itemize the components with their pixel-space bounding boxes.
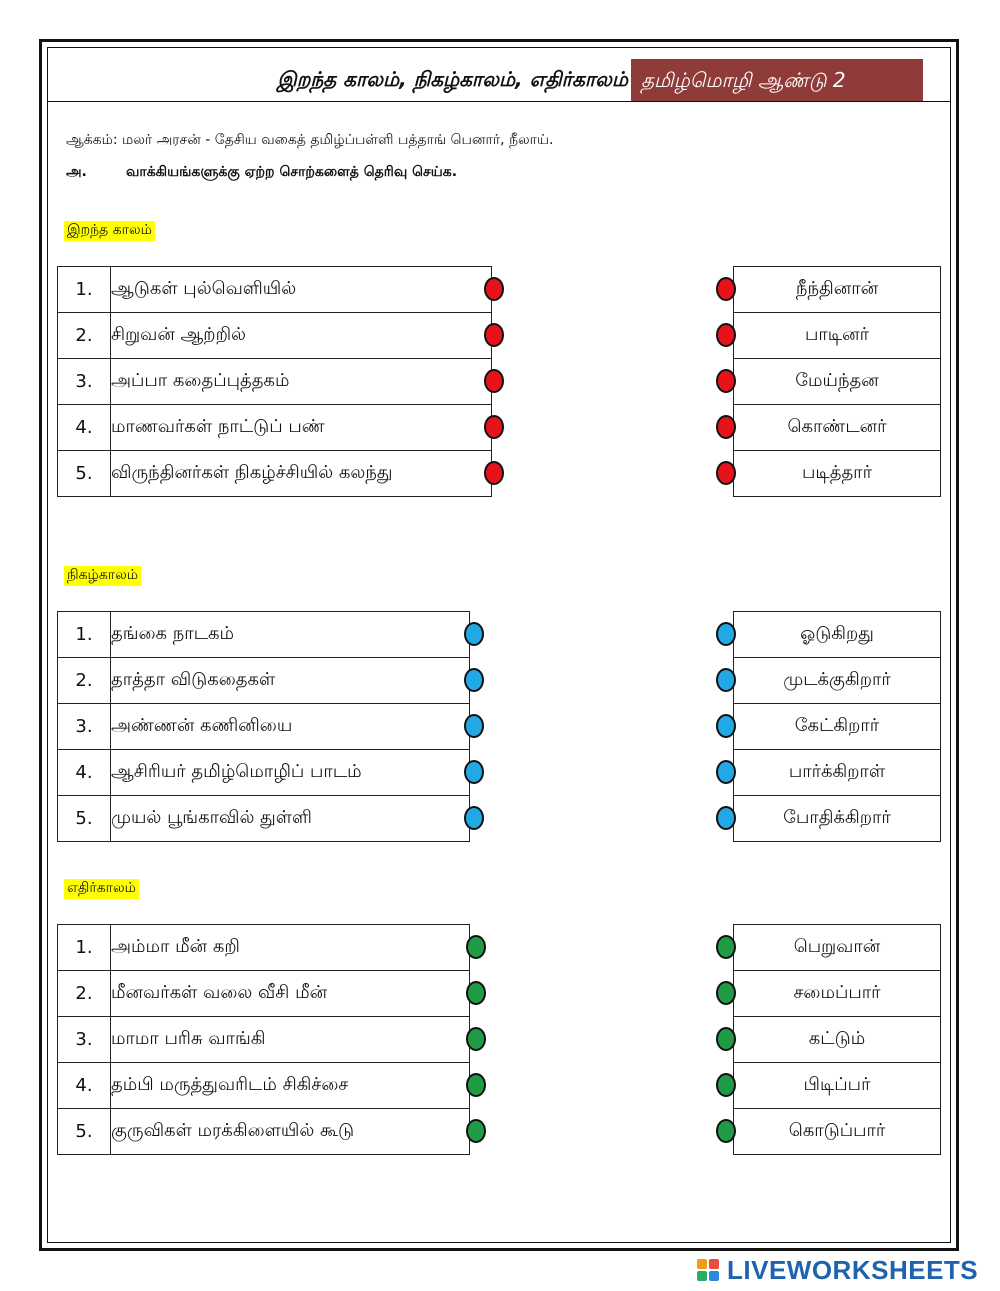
table-row <box>58 1017 470 1063</box>
question-text: அப்பா கதைப்புத்தகம் <box>111 359 492 405</box>
left-match-dot[interactable] <box>466 981 486 1005</box>
answer-option: பார்க்கிறாள் <box>734 750 941 796</box>
answer-option: கட்டும் <box>734 1017 941 1063</box>
worksheet-title: இறந்த காலம், நிகழ்காலம், எதிர்காலம் <box>277 67 628 91</box>
table-row <box>58 750 470 796</box>
right-match-dot[interactable] <box>716 323 736 347</box>
right-match-dot[interactable] <box>716 714 736 738</box>
question-text: குருவிகள் மரக்கிளையில் கூடு <box>111 1109 470 1155</box>
question-table-future <box>57 924 470 1155</box>
table-row <box>58 971 470 1017</box>
subject-banner: தமிழ்மொழி ஆண்டு 2 <box>631 59 923 101</box>
question-table-present <box>57 611 470 842</box>
question-table-past <box>57 266 492 497</box>
left-match-dot[interactable] <box>484 277 504 301</box>
answer-option: முடக்குகிறார் <box>734 658 941 704</box>
section-title-future: எதிர்காலம் <box>64 879 139 899</box>
table-row <box>58 1109 470 1155</box>
right-match-dot[interactable] <box>716 760 736 784</box>
row-number: 2. <box>58 971 111 1017</box>
table-row <box>734 359 941 405</box>
row-number: 5. <box>58 796 111 842</box>
table-row <box>58 267 492 313</box>
right-match-dot[interactable] <box>716 935 736 959</box>
right-match-dot[interactable] <box>716 1027 736 1051</box>
table-row <box>58 1063 470 1109</box>
table-row <box>58 405 492 451</box>
section-title-present: நிகழ்காலம் <box>64 566 141 586</box>
row-number: 1. <box>58 612 111 658</box>
left-match-dot[interactable] <box>484 323 504 347</box>
table-row <box>58 612 470 658</box>
left-match-dot[interactable] <box>464 668 484 692</box>
answer-option: சமைப்பார் <box>734 971 941 1017</box>
table-row <box>734 971 941 1017</box>
author-line: ஆக்கம்: மலர் அரசன் - தேசிய வகைத் தமிழ்ப்பள்ளி பத்தாங் பெனார், நீலாய். <box>66 132 554 148</box>
left-match-dot[interactable] <box>484 461 504 485</box>
answer-option: பெறுவான் <box>734 925 941 971</box>
row-number: 2. <box>58 313 111 359</box>
answer-option: பிடிப்பர் <box>734 1063 941 1109</box>
answer-table-present <box>733 611 941 842</box>
question-text: மாணவர்கள் நாட்டுப் பண் <box>111 405 492 451</box>
table-row <box>734 451 941 497</box>
right-match-dot[interactable] <box>716 622 736 646</box>
left-match-dot[interactable] <box>464 714 484 738</box>
table-row <box>734 612 941 658</box>
instruction-text: வாக்கியங்களுக்கு ஏற்ற சொற்களைத் தெரிவு செய்க. <box>126 164 458 180</box>
answer-option: படித்தார் <box>734 451 941 497</box>
left-match-dot[interactable] <box>466 1027 486 1051</box>
table-row <box>58 704 470 750</box>
left-match-dot[interactable] <box>466 1073 486 1097</box>
table-row <box>734 267 941 313</box>
answer-option: நீந்தினான் <box>734 267 941 313</box>
answer-option: பாடினர் <box>734 313 941 359</box>
logo-text: LIVEWORKSHEETS <box>727 1255 979 1285</box>
question-text: அண்ணன் கணினியை <box>111 704 470 750</box>
row-number: 2. <box>58 658 111 704</box>
left-match-dot[interactable] <box>484 415 504 439</box>
table-row <box>734 658 941 704</box>
right-match-dot[interactable] <box>716 806 736 830</box>
question-text: சிறுவன் ஆற்றில் <box>111 313 492 359</box>
row-number: 3. <box>58 359 111 405</box>
row-number: 3. <box>58 1017 111 1063</box>
table-row <box>58 796 470 842</box>
table-row <box>58 925 470 971</box>
table-row <box>58 359 492 405</box>
question-text: விருந்தினர்கள் நிகழ்ச்சியில் கலந்து <box>111 451 492 497</box>
row-number: 5. <box>58 1109 111 1155</box>
table-row <box>734 405 941 451</box>
question-text: ஆடுகள் புல்வெளியில் <box>111 267 492 313</box>
table-row <box>58 658 470 704</box>
answer-option: மேய்ந்தன <box>734 359 941 405</box>
right-match-dot[interactable] <box>716 461 736 485</box>
table-row <box>734 750 941 796</box>
table-row <box>734 1063 941 1109</box>
table-row <box>734 796 941 842</box>
left-match-dot[interactable] <box>466 1119 486 1143</box>
left-match-dot[interactable] <box>466 935 486 959</box>
right-match-dot[interactable] <box>716 1073 736 1097</box>
row-number: 4. <box>58 750 111 796</box>
answer-option: கேட்கிறார் <box>734 704 941 750</box>
question-text: ஆசிரியர் தமிழ்மொழிப் பாடம் <box>111 750 470 796</box>
answer-option: கொண்டனர் <box>734 405 941 451</box>
table-row <box>734 1017 941 1063</box>
right-match-dot[interactable] <box>716 369 736 393</box>
right-match-dot[interactable] <box>716 668 736 692</box>
table-row <box>734 1109 941 1155</box>
row-number: 4. <box>58 405 111 451</box>
right-match-dot[interactable] <box>716 1119 736 1143</box>
left-match-dot[interactable] <box>464 760 484 784</box>
question-text: மீனவர்கள் வலை வீசி மீன் <box>111 971 470 1017</box>
question-text: முயல் பூங்காவில் துள்ளி <box>111 796 470 842</box>
right-match-dot[interactable] <box>716 415 736 439</box>
answer-option: போதிக்கிறார் <box>734 796 941 842</box>
instruction-label: அ. <box>66 164 87 180</box>
row-number: 5. <box>58 451 111 497</box>
row-number: 1. <box>58 925 111 971</box>
table-row <box>58 313 492 359</box>
logo-grid-icon <box>697 1259 721 1283</box>
answer-table-past <box>733 266 941 497</box>
row-number: 4. <box>58 1063 111 1109</box>
question-text: மாமா பரிசு வாங்கி <box>111 1017 470 1063</box>
header-divider <box>48 101 950 102</box>
right-match-dot[interactable] <box>716 981 736 1005</box>
question-text: தாத்தா விடுகதைகள் <box>111 658 470 704</box>
row-number: 3. <box>58 704 111 750</box>
question-text: தம்பி மருத்துவரிடம் சிகிச்சை <box>111 1063 470 1109</box>
right-match-dot[interactable] <box>716 277 736 301</box>
left-match-dot[interactable] <box>484 369 504 393</box>
row-number: 1. <box>58 267 111 313</box>
question-text: அம்மா மீன் கறி <box>111 925 470 971</box>
left-match-dot[interactable] <box>464 806 484 830</box>
table-row <box>734 704 941 750</box>
answer-option: கொடுப்பார் <box>734 1109 941 1155</box>
answer-option: ஓடுகிறது <box>734 612 941 658</box>
left-match-dot[interactable] <box>464 622 484 646</box>
answer-table-future <box>733 924 941 1155</box>
section-title-past: இறந்த காலம் <box>64 221 155 241</box>
table-row <box>58 451 492 497</box>
question-text: தங்கை நாடகம் <box>111 612 470 658</box>
table-row <box>734 313 941 359</box>
table-row <box>734 925 941 971</box>
